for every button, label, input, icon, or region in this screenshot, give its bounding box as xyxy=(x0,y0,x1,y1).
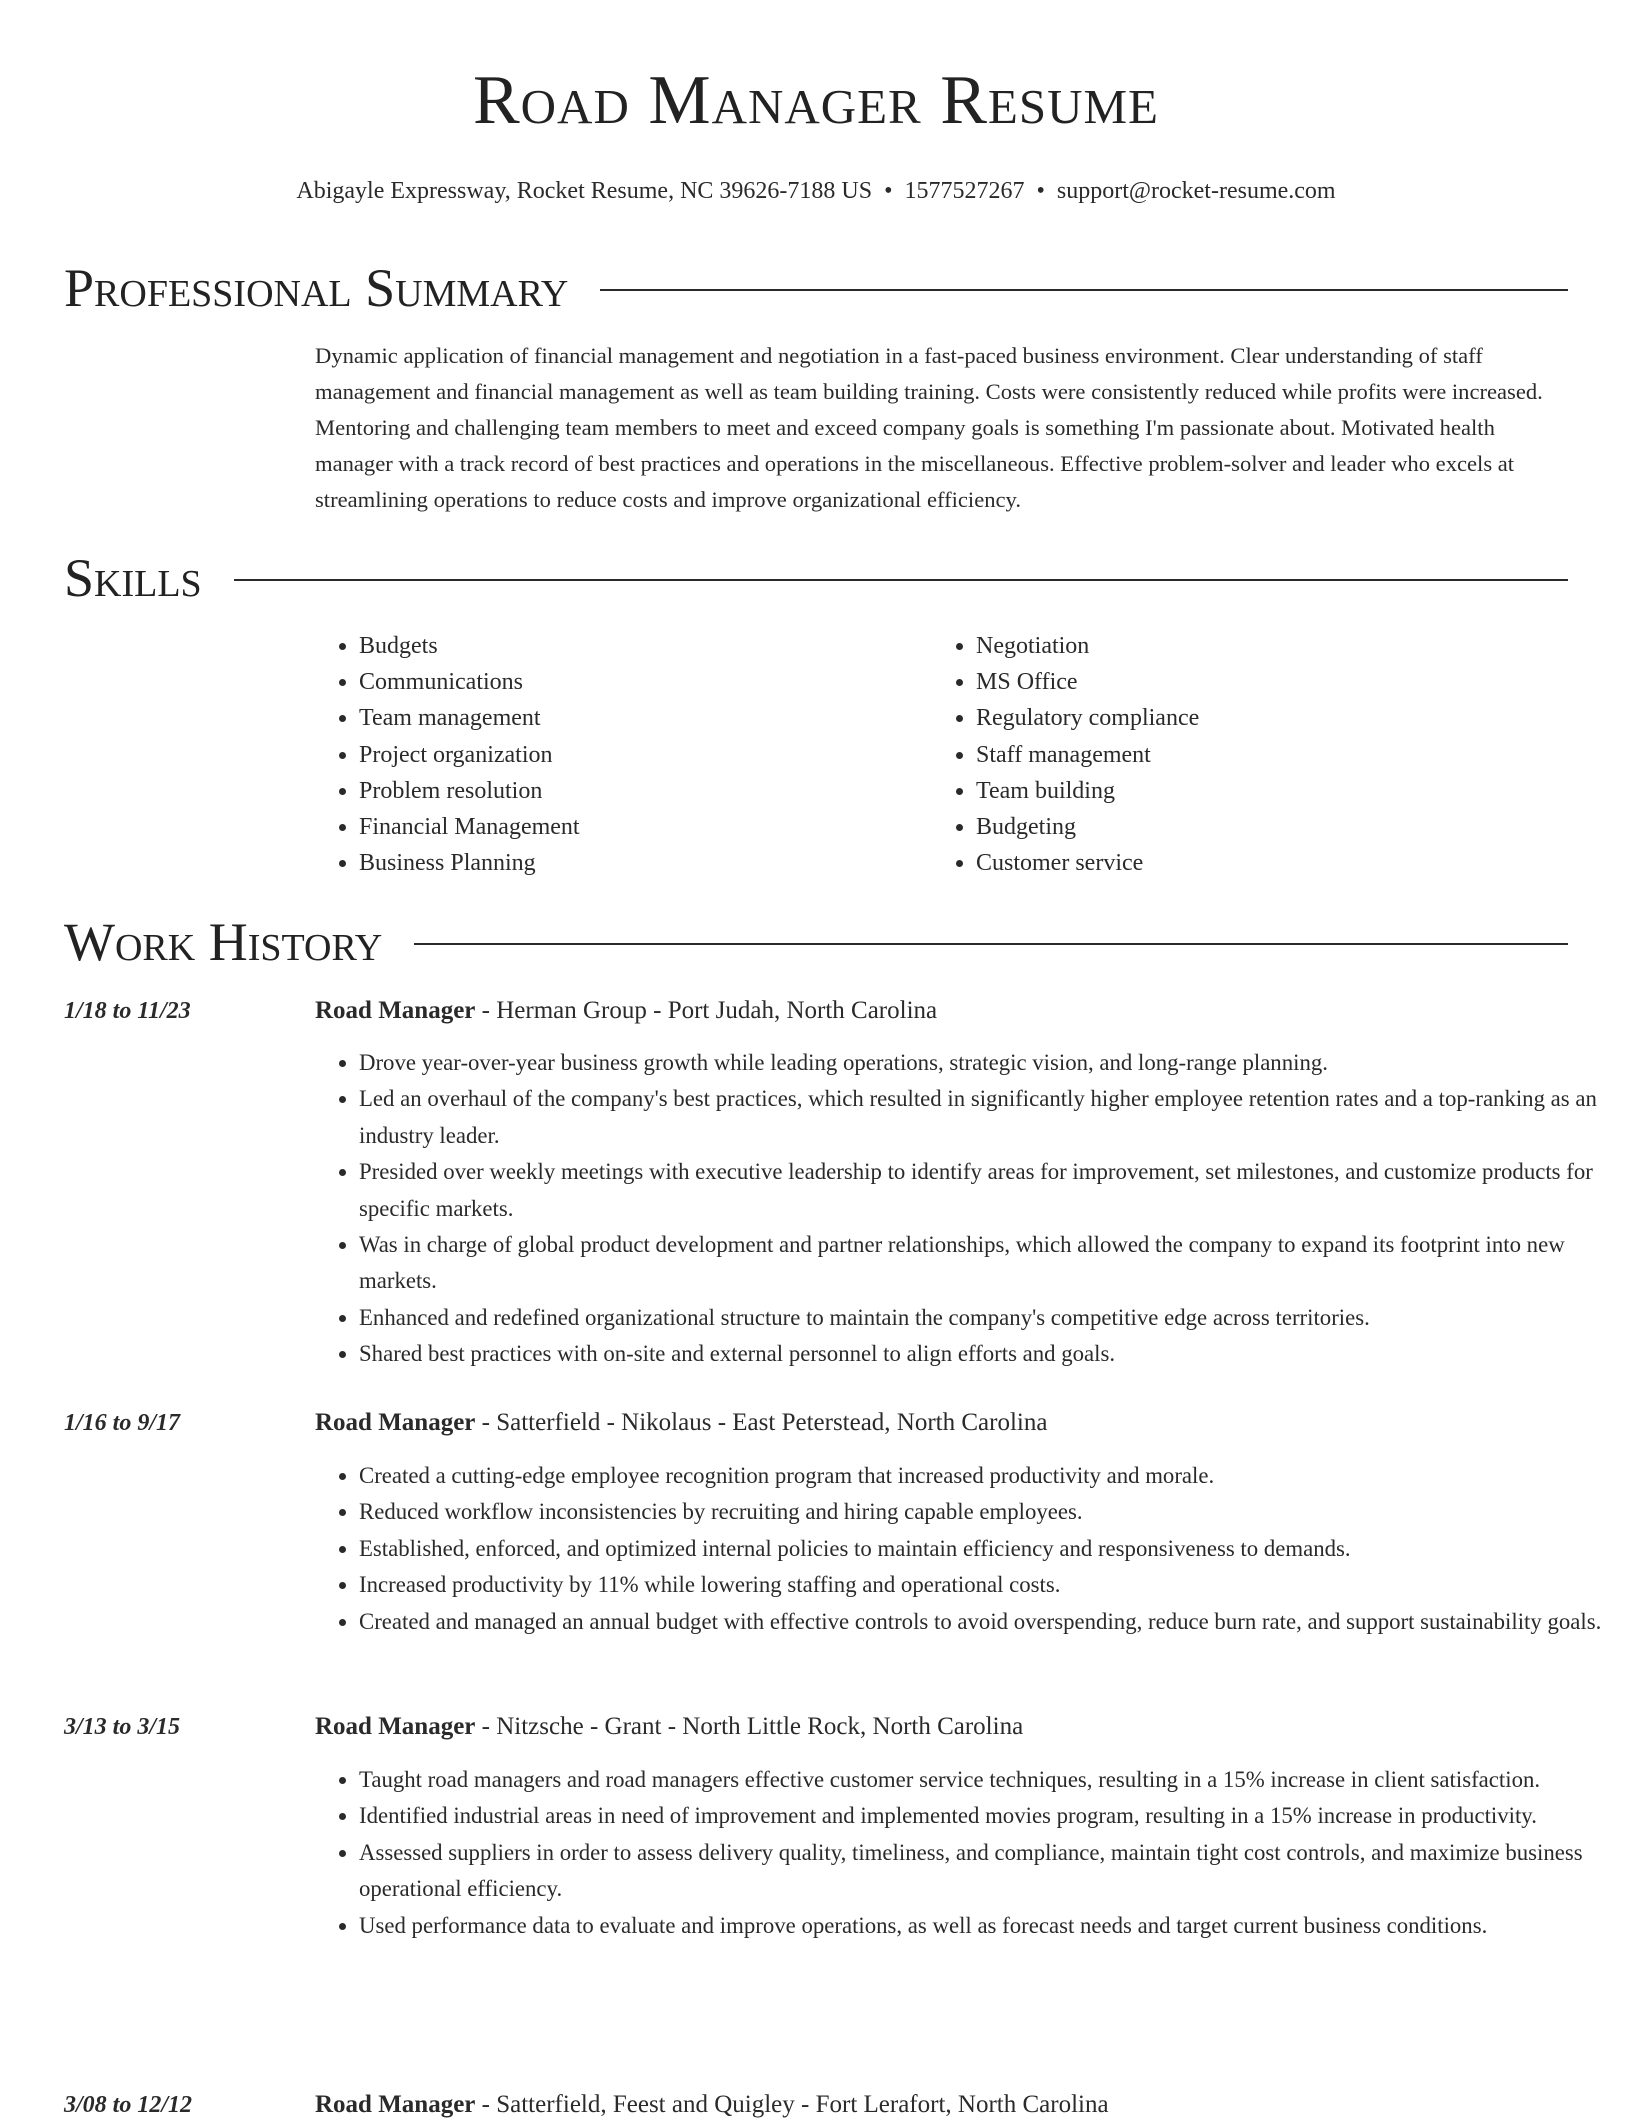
skill-item: • Budgets xyxy=(359,628,580,664)
job-bullets xyxy=(315,1045,1612,1373)
skills-list-right xyxy=(932,628,1199,881)
skill-item: • Financial Management xyxy=(359,809,580,845)
skill-item: • Regulatory compliance xyxy=(976,700,1199,736)
summary-section-header xyxy=(64,256,1568,320)
job-bullet: • Enhanced and redefined organizational structure to maintain the company's competitive edge across territories. xyxy=(359,1300,1612,1336)
job-bullet: • Presided over weekly meetings with executive leadership to identify areas for improvement, set milestones, and customize products for specific markets. xyxy=(359,1154,1612,1227)
job-title xyxy=(315,2088,1109,2122)
job-bullets xyxy=(315,1458,1612,1640)
job-bullet: • Increased productivity by 11% while lowering staffing and operational costs. xyxy=(359,1567,1612,1603)
contact-separator: • xyxy=(1036,178,1045,204)
skill-item: • Business Planning xyxy=(359,845,580,881)
job-role: Road Manager xyxy=(315,2091,476,2118)
skill-item: • Team building xyxy=(976,773,1199,809)
job-dates: 3/13 to 3/15 xyxy=(64,1714,181,1740)
job-details: - Nitzsche - Grant - North Little Rock, North Carolina xyxy=(475,1713,1024,1740)
job-bullet: • Identified industrial areas in need of improvement and implemented movies program, resulting in a 15% increase in productivity. xyxy=(359,1798,1612,1834)
job-dates: 1/16 to 9/17 xyxy=(64,1410,181,1436)
skill-item: • Budgeting xyxy=(976,809,1199,845)
job-title xyxy=(315,994,937,1028)
job-dates: 1/18 to 11/23 xyxy=(64,998,191,1024)
job-bullet: • Drove year-over-year business growth while leading operations, strategic vision, and long-range planning. xyxy=(359,1045,1612,1081)
contact-phone: 1577527267 xyxy=(904,178,1025,204)
job-bullet: • Established, enforced, and optimized internal policies to maintain efficiency and responsiveness to demands. xyxy=(359,1531,1612,1567)
summary-text: Dynamic application of financial management and negotiation in a fast-paced business environment. Clear understanding of staff management and financial management as well as team building training. Costs were consistently reduced while profits were increased. Mentoring and challenging team members to meet and exceed company goals is something I'm passionate about. Motivated health manager with a track record of best practices and operations in the miscellaneous. Effective problem-solver and leader who excels at streamlining operations to reduce costs and improve organizational efficiency. xyxy=(315,343,1543,512)
skills-list-left xyxy=(315,628,580,881)
job-details: - Satterfield - Nikolaus - East Peterstead, North Carolina xyxy=(475,1409,1048,1436)
job-bullet: • Led an overhaul of the company's best practices, which resulted in significantly higher employee retention rates and a top-ranking as an industry leader. xyxy=(359,1081,1612,1154)
skill-item: • Customer service xyxy=(976,845,1199,881)
skill-item: • Staff management xyxy=(976,737,1199,773)
job-bullet: • Reduced workflow inconsistencies by recruiting and hiring capable employees. xyxy=(359,1494,1612,1530)
job-title xyxy=(315,1406,1047,1440)
summary-heading: Professional Summary xyxy=(64,258,569,318)
job-bullet: • Assessed suppliers in order to assess delivery quality, timeliness, and compliance, maintain tight cost controls, and maximize business operational efficiency. xyxy=(359,1835,1612,1908)
contact-line xyxy=(0,174,1632,208)
skill-item: • Negotiation xyxy=(976,628,1199,664)
job-bullet: • Created a cutting-edge employee recognition program that increased productivity and morale. xyxy=(359,1458,1612,1494)
job-bullets xyxy=(315,1762,1612,1944)
job-bullet: • Created and managed an annual budget with effective controls to avoid overspending, reduce burn rate, and support sustainability goals. xyxy=(359,1604,1612,1640)
job-details: - Satterfield, Feest and Quigley - Fort Lerafort, North Carolina xyxy=(475,2091,1109,2118)
job-bullet: • Shared best practices with on-site and external personnel to align efforts and goals. xyxy=(359,1336,1612,1372)
contact-separator: • xyxy=(884,178,893,204)
job-role: Road Manager xyxy=(315,997,476,1024)
skill-item: • MS Office xyxy=(976,664,1199,700)
contact-address: Abigayle Expressway, Rocket Resume, NC 39626-7188 US xyxy=(296,178,873,204)
skill-item: • Team management xyxy=(359,700,580,736)
skill-item: • Problem resolution xyxy=(359,773,580,809)
section-divider xyxy=(414,943,1568,945)
section-divider xyxy=(600,289,1568,291)
job-bullet: • Used performance data to evaluate and improve operations, as well as forecast needs and target current business conditions. xyxy=(359,1908,1612,1944)
job-title xyxy=(315,1710,1023,1744)
skill-item: • Project organization xyxy=(359,737,580,773)
work-heading: Work History xyxy=(64,912,383,972)
skills-heading: Skills xyxy=(64,548,202,608)
contact-email: support@rocket-resume.com xyxy=(1056,178,1336,204)
job-role: Road Manager xyxy=(315,1409,476,1436)
job-dates: 3/08 to 12/12 xyxy=(64,2092,193,2118)
section-divider xyxy=(234,579,1568,581)
work-section-header xyxy=(64,910,1568,974)
resume-title: Road Manager Resume xyxy=(472,62,1159,139)
job-bullet: • Was in charge of global product development and partner relationships, which allowed the company to expand its footprint into new markets. xyxy=(359,1227,1612,1300)
job-details: - Herman Group - Port Judah, North Carolina xyxy=(475,997,938,1024)
skill-item: • Communications xyxy=(359,664,580,700)
skills-section-header xyxy=(64,546,1568,610)
job-role: Road Manager xyxy=(315,1713,476,1740)
job-bullet: • Taught road managers and road managers effective customer service techniques, resulting in a 15% increase in client satisfaction. xyxy=(359,1762,1612,1798)
